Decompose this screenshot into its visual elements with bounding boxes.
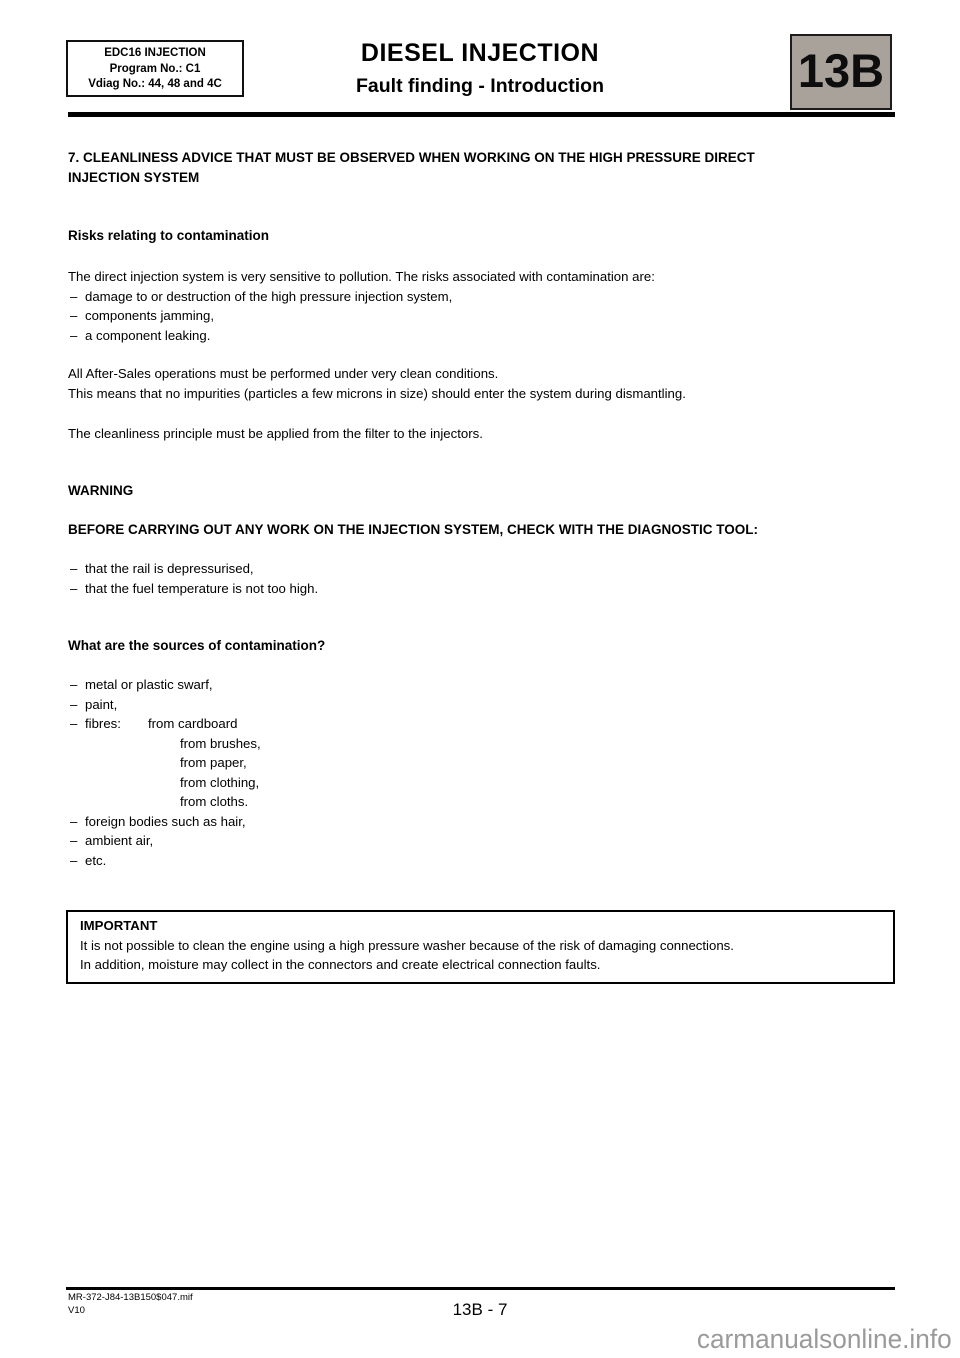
fibres-source-4: from clothing, (180, 774, 260, 790)
ecu-info-line1: EDC16 INJECTION (104, 47, 206, 59)
list-item (68, 675, 898, 695)
sources-heading: What are the sources of contamination? (68, 638, 326, 653)
list-item (68, 579, 898, 599)
list-item (68, 695, 898, 715)
sources-bullet-metal: metal or plastic swarf, (85, 677, 213, 692)
important-heading: IMPORTANT (80, 918, 158, 933)
bullet-dash: – (70, 580, 78, 596)
footer-page-number: 13B - 7 (452, 1300, 508, 1319)
list-item (68, 851, 898, 871)
section-heading-line1: 7. CLEANLINESS ADVICE THAT MUST BE OBSERVED WHEN WORKING ON THE HIGH PRESSURE DIRECT (68, 150, 755, 165)
bullet-dash: – (70, 308, 78, 323)
sources-bullet-etc: etc. (85, 852, 107, 868)
section-heading (68, 148, 898, 187)
list-item (68, 812, 898, 832)
risks-bullet-1: damage to or destruction of the high pressure injection system, (85, 288, 453, 304)
bullet-dash: – (70, 833, 78, 848)
list-item (68, 287, 898, 307)
warning-checklist (68, 559, 898, 598)
sources-bullet-paint: paint, (85, 696, 118, 712)
risks-bullet-3: a component leaking. (85, 327, 211, 343)
cleanliness-line2: This means that no impurities (particles a few microns in size) should enter the system during dismantling. (68, 385, 686, 401)
risks-intro: The direct injection system is very sensitive to pollution. The risks associated with contamination are: (68, 269, 655, 284)
important-line2: In addition, moisture may collect in the connectors and create electrical connection faults. (80, 957, 601, 972)
list-item (68, 306, 898, 326)
section-heading-line2: INJECTION SYSTEM (68, 169, 200, 185)
warning-bullet-2: that the fuel temperature is not too high. (85, 580, 319, 596)
fibres-label: fibres: (85, 716, 121, 731)
risks-bullet-2: components jamming, (85, 308, 215, 323)
bullet-dash: – (70, 696, 78, 712)
ecu-info-line3: Vdiag No.: 44, 48 and 4C (88, 78, 222, 90)
page-subtitle: Fault finding - Introduction (355, 75, 605, 97)
bullet-dash: – (70, 561, 78, 576)
cleanliness-principle: The cleanliness principle must be applied from the filter to the injectors. (68, 426, 483, 441)
footer-divider (66, 1287, 895, 1290)
cleanliness-line1: All After-Sales operations must be performed under very clean conditions. (68, 366, 499, 381)
list-item (68, 831, 898, 851)
cleanliness-paragraph (68, 364, 898, 403)
fibres-source-3: from paper, (180, 755, 247, 770)
bullet-dash: – (70, 288, 78, 304)
section-code-badge: 13B (790, 34, 892, 110)
bullet-dash: – (70, 677, 78, 692)
list-item-fibres (68, 714, 898, 734)
page-title: DIESEL INJECTION (360, 39, 600, 67)
fibres-source-5: from cloths. (180, 794, 249, 809)
bullet-dash: – (70, 327, 78, 343)
bullet-dash: – (70, 716, 78, 731)
list-item (68, 326, 898, 346)
sources-bullet-air: ambient air, (85, 833, 154, 848)
footer-version: V10 (68, 1305, 85, 1316)
warning-heading: WARNING (68, 483, 134, 498)
header-divider (68, 112, 895, 117)
fibres-source-1: from cardboard (148, 716, 238, 731)
risks-paragraph (68, 267, 898, 345)
list-item (68, 559, 898, 579)
sources-bullet-foreign: foreign bodies such as hair, (85, 813, 246, 829)
important-notice-box (66, 910, 895, 984)
bullet-dash: – (70, 852, 78, 868)
risks-heading: Risks relating to contamination (68, 228, 270, 243)
ecu-info-line2: Program No.: C1 (109, 62, 201, 75)
warning-bullet-1: that the rail is depressurised, (85, 561, 254, 576)
fibres-source-2: from brushes, (180, 735, 261, 751)
warning-bold-line: BEFORE CARRYING OUT ANY WORK ON THE INJECTION SYSTEM, CHECK WITH THE DIAGNOSTIC TOOL: (68, 522, 759, 537)
sources-list (68, 675, 898, 870)
watermark-text: carmanualsonline.info (697, 1324, 952, 1354)
footer-file-reference: MR-372-J84-13B150$047.mif (68, 1292, 193, 1303)
important-line1: It is not possible to clean the engine using a high pressure washer because of the risk of damaging connections. (80, 937, 734, 953)
bullet-dash: – (70, 813, 78, 829)
